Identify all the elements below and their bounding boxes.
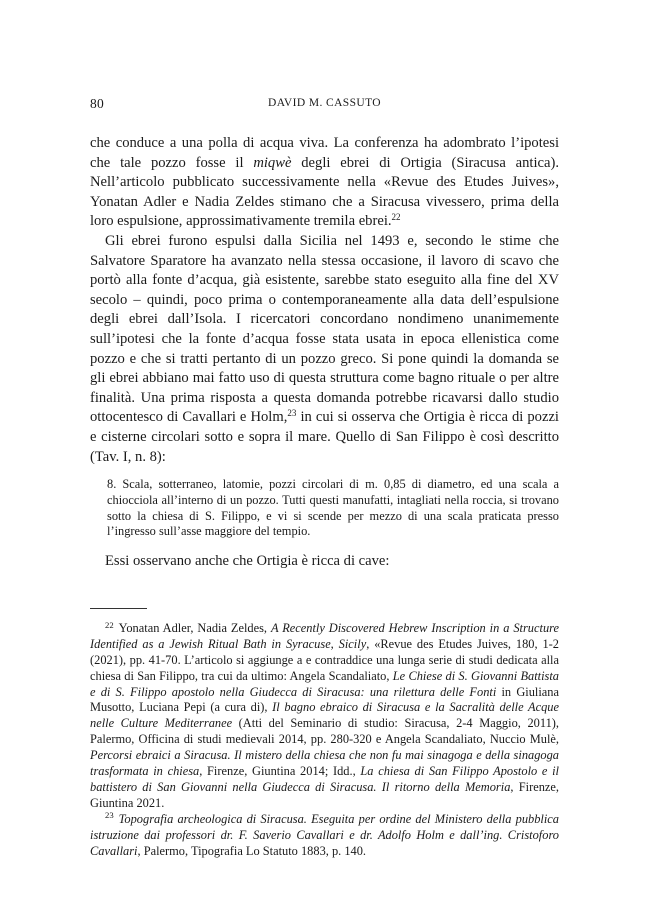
running-head: DAVID M. CASSUTO <box>267 97 381 109</box>
page-number: 80 <box>90 96 104 111</box>
main-text <box>90 134 559 467</box>
block-quote: 8. Scala, sotterraneo, latomie, pozzi circolari di m. 0,85 di diametro, ed una scala a chiocciola all’interno di un pozzo. Tutti questi manufatti, intagliati nella roccia, si trovano sotto la chiesa di S. Filippo, e vi si scende per mezzo di una scala praticata presso l’ingresso sull’asse maggiore del tempio. <box>107 477 559 539</box>
footnote-number: 22 <box>105 619 114 630</box>
paragraph-3: Essi osservano anche che Ortigia è ricca di cave: <box>105 553 390 570</box>
footnote-22: $^{22}$ Yonatan Adler, Nadia Zeldes, A Recently Discovered Hebrew Inscription in a Structure Identified as a Jewish Ritual Bath in Syracuse, Sicily, «Revue des Etudes Juives, 180, 1-2 (2021), pp. 41-70. L’articolo si aggiunge a e contraddice una lunga serie di studi dedicata alla chiesa di San Filippo, tra cui da ultimo: Angela Scandaliato, Le Chiese di S. Giovanni Battista e di S. Filippo apostolo nella Giudecca di Siracusa: una rilettura delle Fonti in Giuliana Musotto, Luciana Pepi (a cura di), Il bagno ebraico di Siracusa e la Sacralità delle Acque nelle Culture Mediterranee (Atti del Seminario di studio: Siracusa, 2-4 Maggio, 2011), Palermo, Officina di studi medievali 2014, pp. 280-320 e Angela Scandaliato, Nuccio Mulè, Percorsi ebraici a Siracusa. Il mistero della chiesa che non fu mai sinagoga e della sinagoga trasformata in chiesa, Firenze, Giuntina 2014; Idd., La chiesa di San Filippo Apostolo e il battistero di San Giovanni nella Giudecca di Siracusa. Il ritorno della Memoria, Firenze, Giuntina 2021. <box>90 619 560 810</box>
footnote-23: $^{23}$ Topografia archeologica di Siracusa. Eseguita per ordine del Ministero della pubblica istruzione dai professori dr. F. Saverio Cavallari e dr. Adolfo Holm e dall’ing. Cristoforo Cavallari, Palermo, Tipografia Lo Statuto 1883, p. 140. <box>90 810 559 858</box>
footnote-separator <box>90 608 147 609</box>
footnote-ref-22[interactable]: 22 <box>391 212 401 223</box>
footnotes <box>90 621 559 860</box>
footnote-number: 23 <box>105 810 114 821</box>
paragraph-1: che conduce a una polla di acqua viva. La conferenza ha adombrato l’ipotesi che tale pozzo fosse il miqwè degli ebrei di Ortigia (Siracusa antica). Nell’articolo pubblicato successivamente nella «Revue des Etudes Juives», Yonatan Adler e Nadia Zeldes stimano che a Siracusa vivessero, prima della loro espulsione, approssimativamente tremila ebrei.$^{22}$ <box>90 135 559 230</box>
page-header <box>90 96 559 116</box>
main-text-continued <box>90 552 559 572</box>
paragraph-2: Gli ebrei furono espulsi dalla Sicilia nel 1493 e, secondo le stime che Salvatore Sparatore ha avanzato nella stessa occasione, il lavoro di scavo che portò alla fonte d’acqua, già esistente, sarebbe stato eseguito alla fine del XV secolo – quindi, poco prima o contemporaneamente alla data dell’espulsione degli ebrei dall’Isola. I ricercatori concordano nondimeno unanimemente sull’ipotesi che la fonte d’acqua fosse stata usata in epoca ellenistica come pozzo e che si tratti pertanto di un pozzo greco. Si pone quindi la domanda se gli ebrei abbiano mai fatto uso di questa struttura come bagno rituale o per altre finalità. Una prima risposta a questa domanda potrebbe ricavarsi dallo studio ottocentesco di Cavallari e Holm,$^{23}$ in cui si osserva che Ortigia è ricca di pozzi e cisterne circolari sotto e sopra il mare. Quello di San Filippo è così descritto (Tav. I, n. 8): <box>90 232 559 465</box>
footnote-ref-23[interactable]: 23 <box>287 408 297 419</box>
book-page <box>90 96 559 859</box>
italic-term: miqwè <box>253 154 292 171</box>
